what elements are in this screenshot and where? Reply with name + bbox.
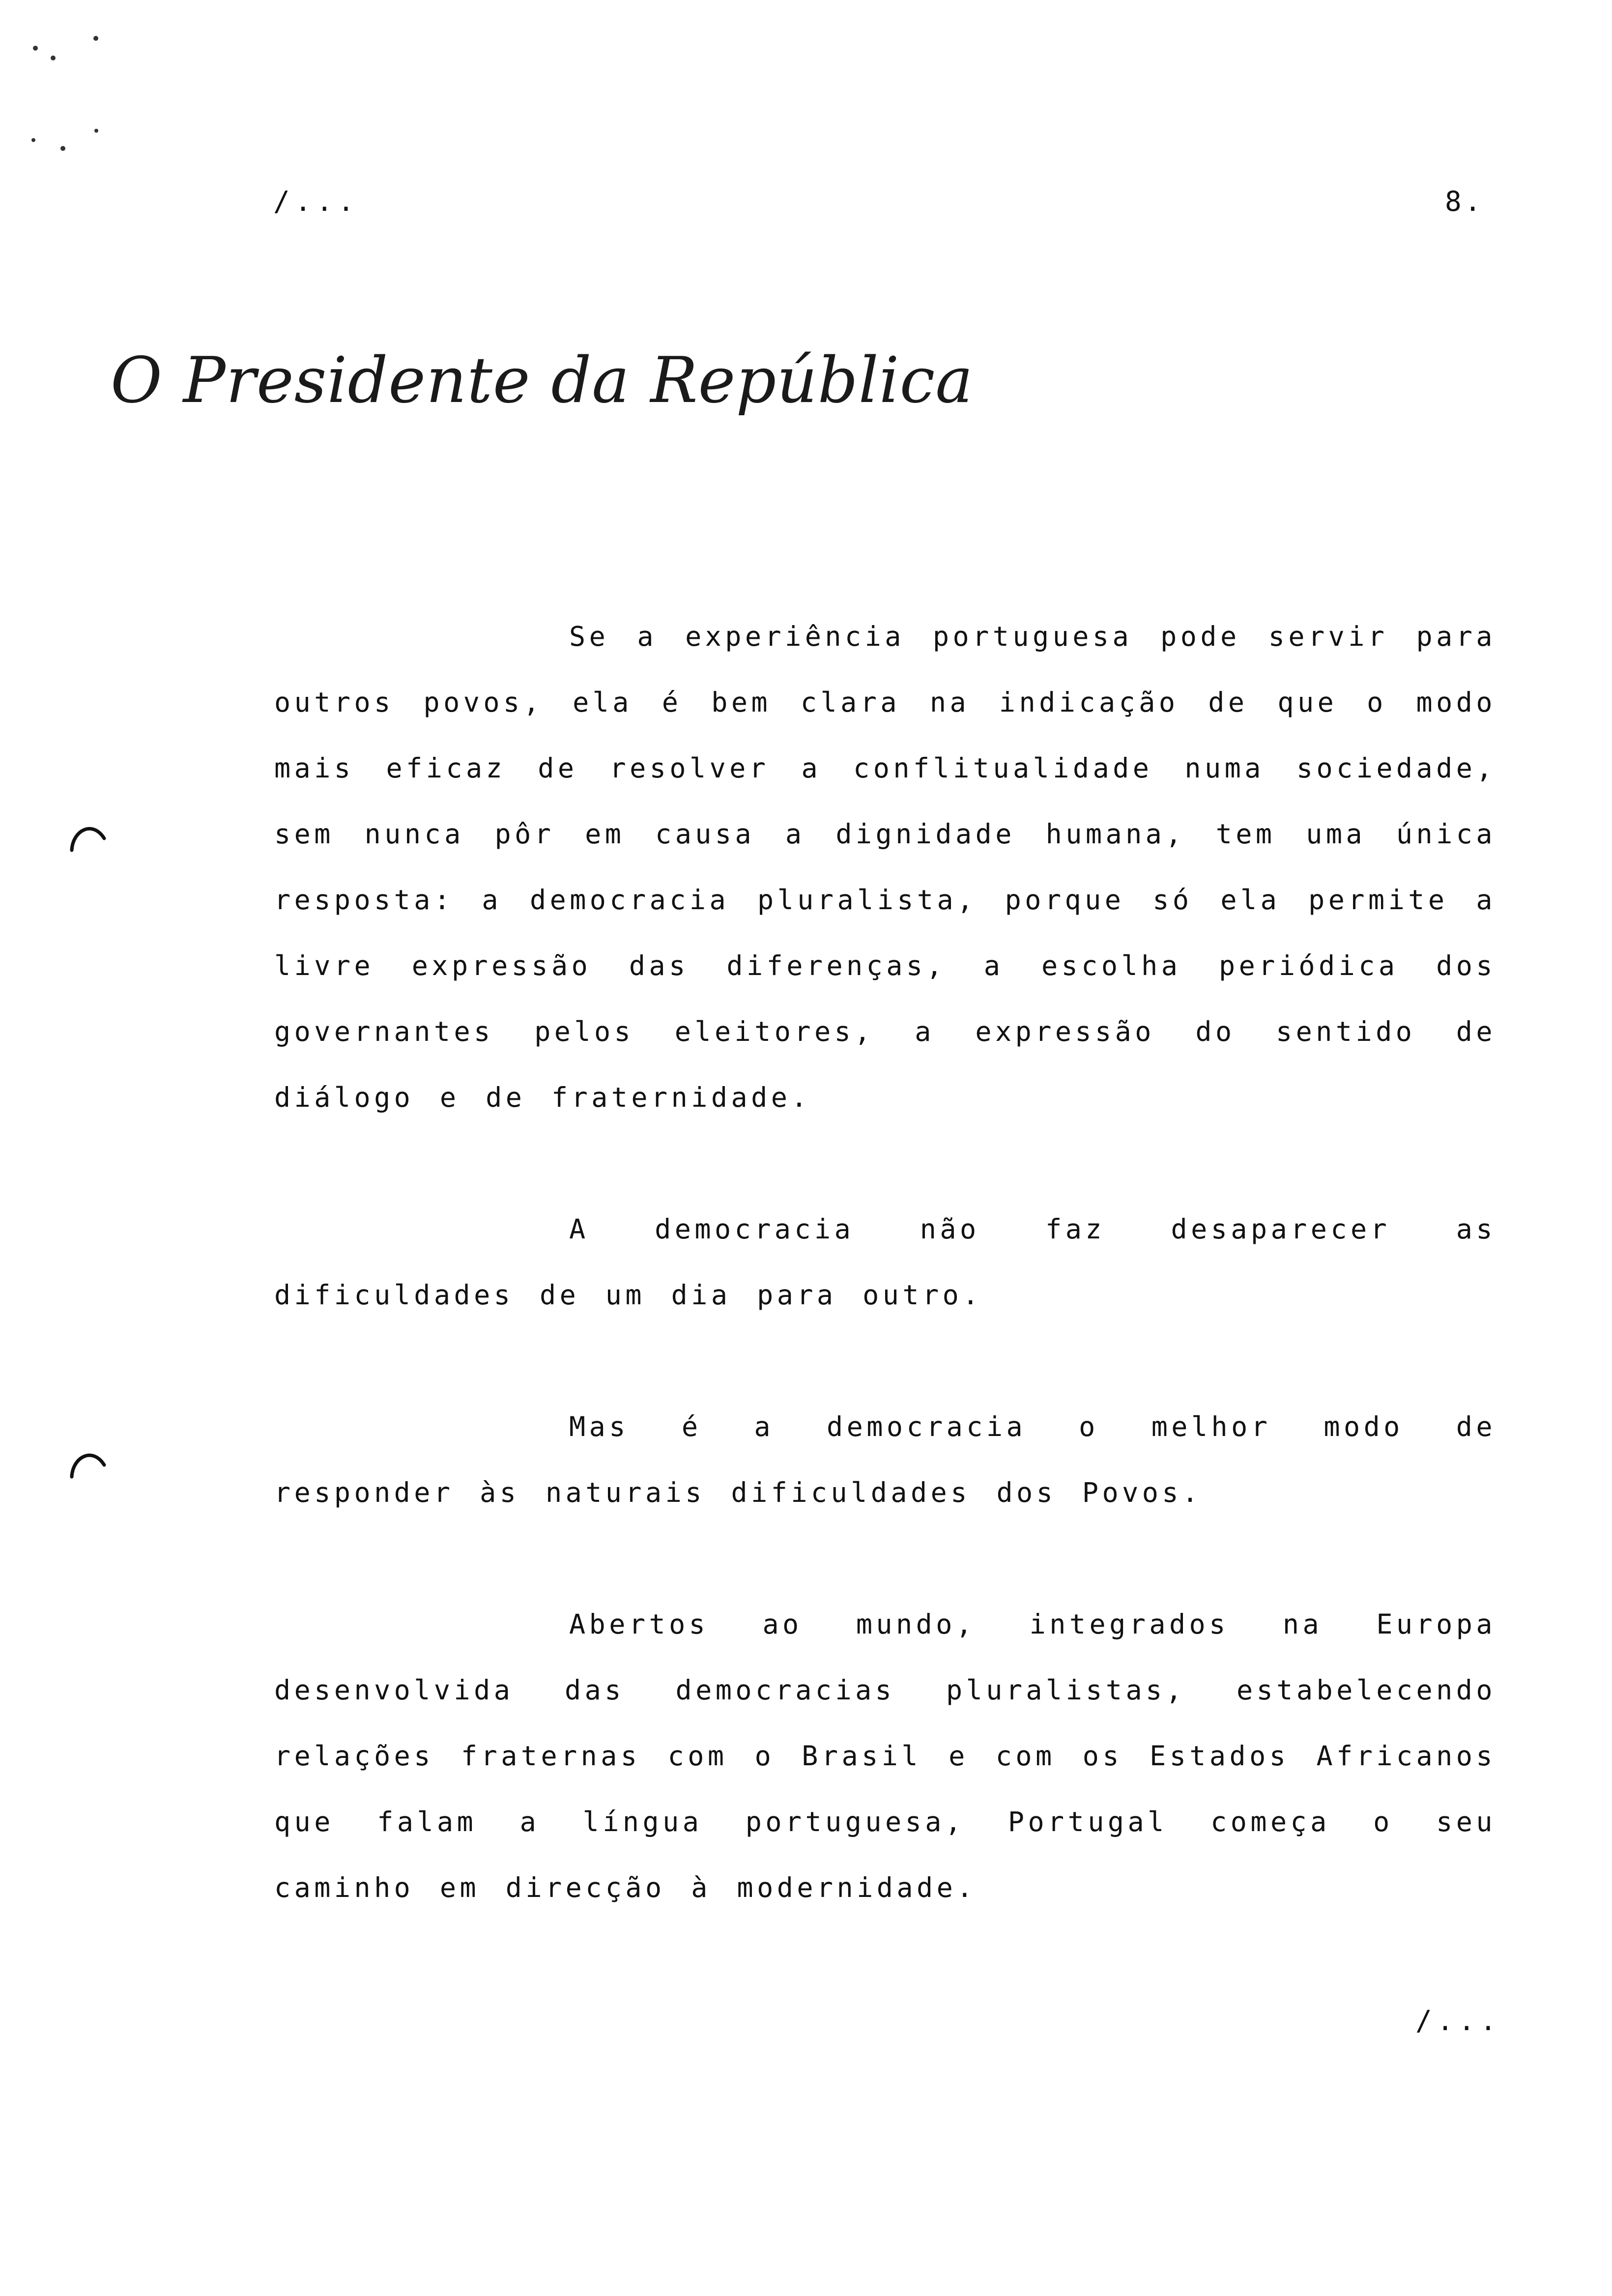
letterhead-title: O Presidente da República <box>111 344 974 417</box>
paragraph: A democracia não faz desaparecer as dificuldades de um dia para outro. <box>274 1213 1496 1311</box>
header-continuation-mark: /... <box>273 186 359 218</box>
footer-continuation-mark: /... <box>1415 2005 1501 2037</box>
body-text <box>274 603 1496 1921</box>
binder-hole-mark <box>68 816 107 855</box>
paragraph: Mas é a democracia o melhor modo de responder às naturais dificuldades dos Povos. <box>274 1411 1496 1508</box>
page-number: 8. <box>1445 186 1484 218</box>
paragraph: Se a experiência portuguesa pode servir para outros povos, ela é bem clara na indicação de que o modo mais eficaz de resolver a conflitualidade numa sociedade, sem nunca pôr em causa a dignidade humana, tem uma única resposta: a democracia pluralista, porque só ela permite a livre expressão das diferenças, a escolha periódica dos governantes pelos eleitores, a expressão do sentido de diálogo e de fraternidade. <box>274 621 1496 1113</box>
scan-artifact-marks <box>0 0 147 197</box>
paragraph: Abertos ao mundo, integrados na Europa desenvolvida das democracias pluralistas, estabelecendo relações fraternas com o Brasil e com os Estados Africanos que falam a língua portuguesa, Portugal começa o seu caminho em direcção à modernidade. <box>274 1608 1496 1903</box>
binder-hole-mark <box>68 1442 107 1482</box>
